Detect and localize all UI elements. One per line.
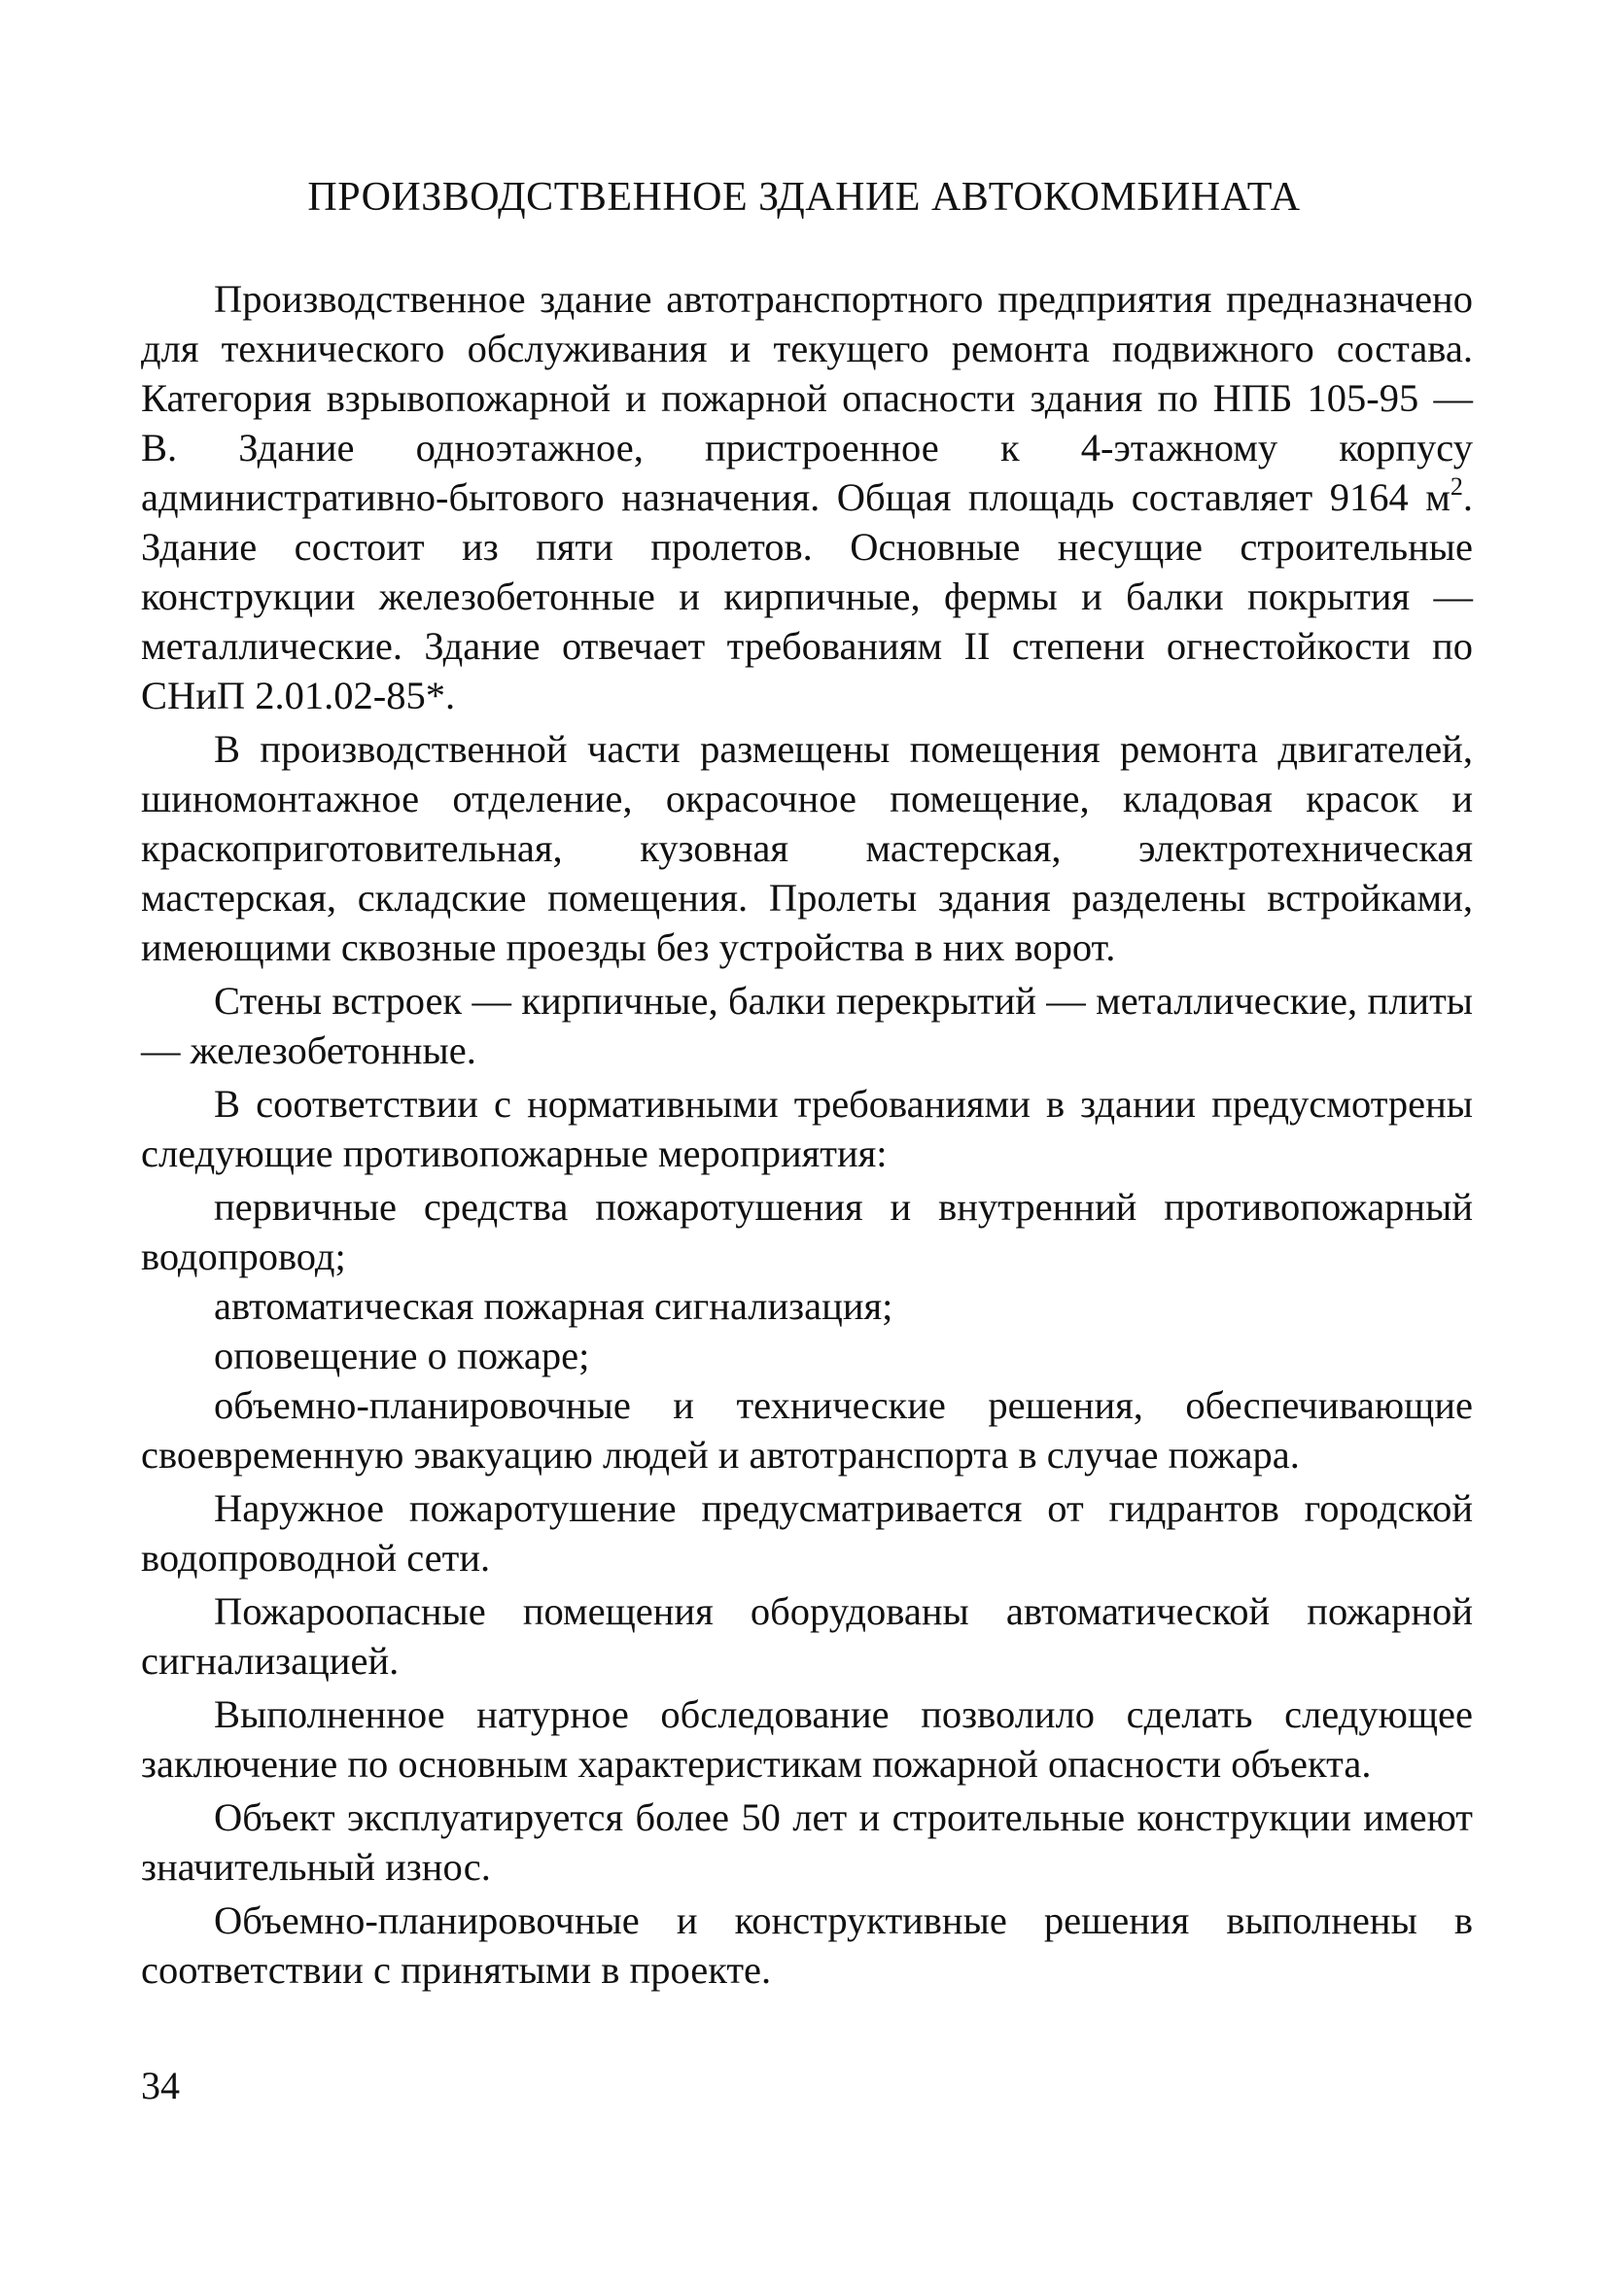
page-title: ПРОИЗВОДСТВЕННОЕ ЗДАНИЕ АВТОКОМБИНАТА (307, 175, 1301, 220)
paragraph-1 (141, 274, 1473, 720)
paragraph-4: В соответствии с нормативными требованиями в здании предусмотрены следующие противопожарные мероприятия: (141, 1082, 1473, 1175)
paragraph-1-text: Производственное здание автотранспортного предприятия предназначено для технического обслуживания и текущего ремонта подвижного состава. Категория взрывопожарной и пожарной опасности здания по НПБ 105-95 — В. Здание одноэтажное, пристроенное к 4-этажному корпусу административно-бытового назначения. Общая площадь составляет 9164 м (141, 277, 1473, 519)
paragraph-5: Наружное пожаротушение предусматривается от гидрантов городской водопроводной сети. (141, 1486, 1473, 1580)
paragraph-6: Пожароопасные помещения оборудованы автоматической пожарной сигнализацией. (141, 1589, 1473, 1683)
body-text (141, 274, 1473, 1999)
paragraph-2: В производственной части размещены помещения ремонта двигателей, шиномонтажное отделение, окрасочное помещение, кладовая красок и краскоприготовительная, кузовная мастерская, электротехническая мастерская, складские помещения. Пролеты здания разделены встройками, имеющими сквозные проезды без устройства в них ворот. (141, 727, 1473, 969)
page-number: 34 (141, 2064, 180, 2107)
list-item: объемно-планировочные и технические решения, обеспечивающие своевременную эвакуацию людей и автотранспорта в случае пожара. (141, 1383, 1473, 1477)
list-item: оповещение о пожаре; (214, 1334, 590, 1377)
paragraph-8: Объект эксплуатируется более 50 лет и строительные конструкции имеют значительный износ. (141, 1795, 1473, 1889)
paragraph-3: Стены встроек — кирпичные, балки перекрытий — металлические, плиты — железобетонные. (141, 979, 1473, 1072)
paragraph-7: Выполненное натурное обследование позволило сделать следующее заключение по основным характеристикам пожарной опасности объекта. (141, 1692, 1473, 1786)
paragraph-1-text-cont: . Здание состоит из пяти пролетов. Основные несущие строительные конструкции железобетонные и кирпичные, фермы и балки покрытия — металлические. Здание отвечает требованиям II степени огнестойкости по СНиП 2.01.02-85*. (141, 475, 1473, 717)
paragraph-9: Объемно-планировочные и конструктивные решения выполнены в соответствии с принятыми в проекте. (141, 1898, 1473, 1992)
list-item: первичные средства пожаротушения и внутренний противопожарный водопровод; (141, 1185, 1473, 1278)
list-item: автоматическая пожарная сигнализация; (214, 1284, 893, 1328)
area-unit-superscript: 2 (1450, 472, 1463, 501)
